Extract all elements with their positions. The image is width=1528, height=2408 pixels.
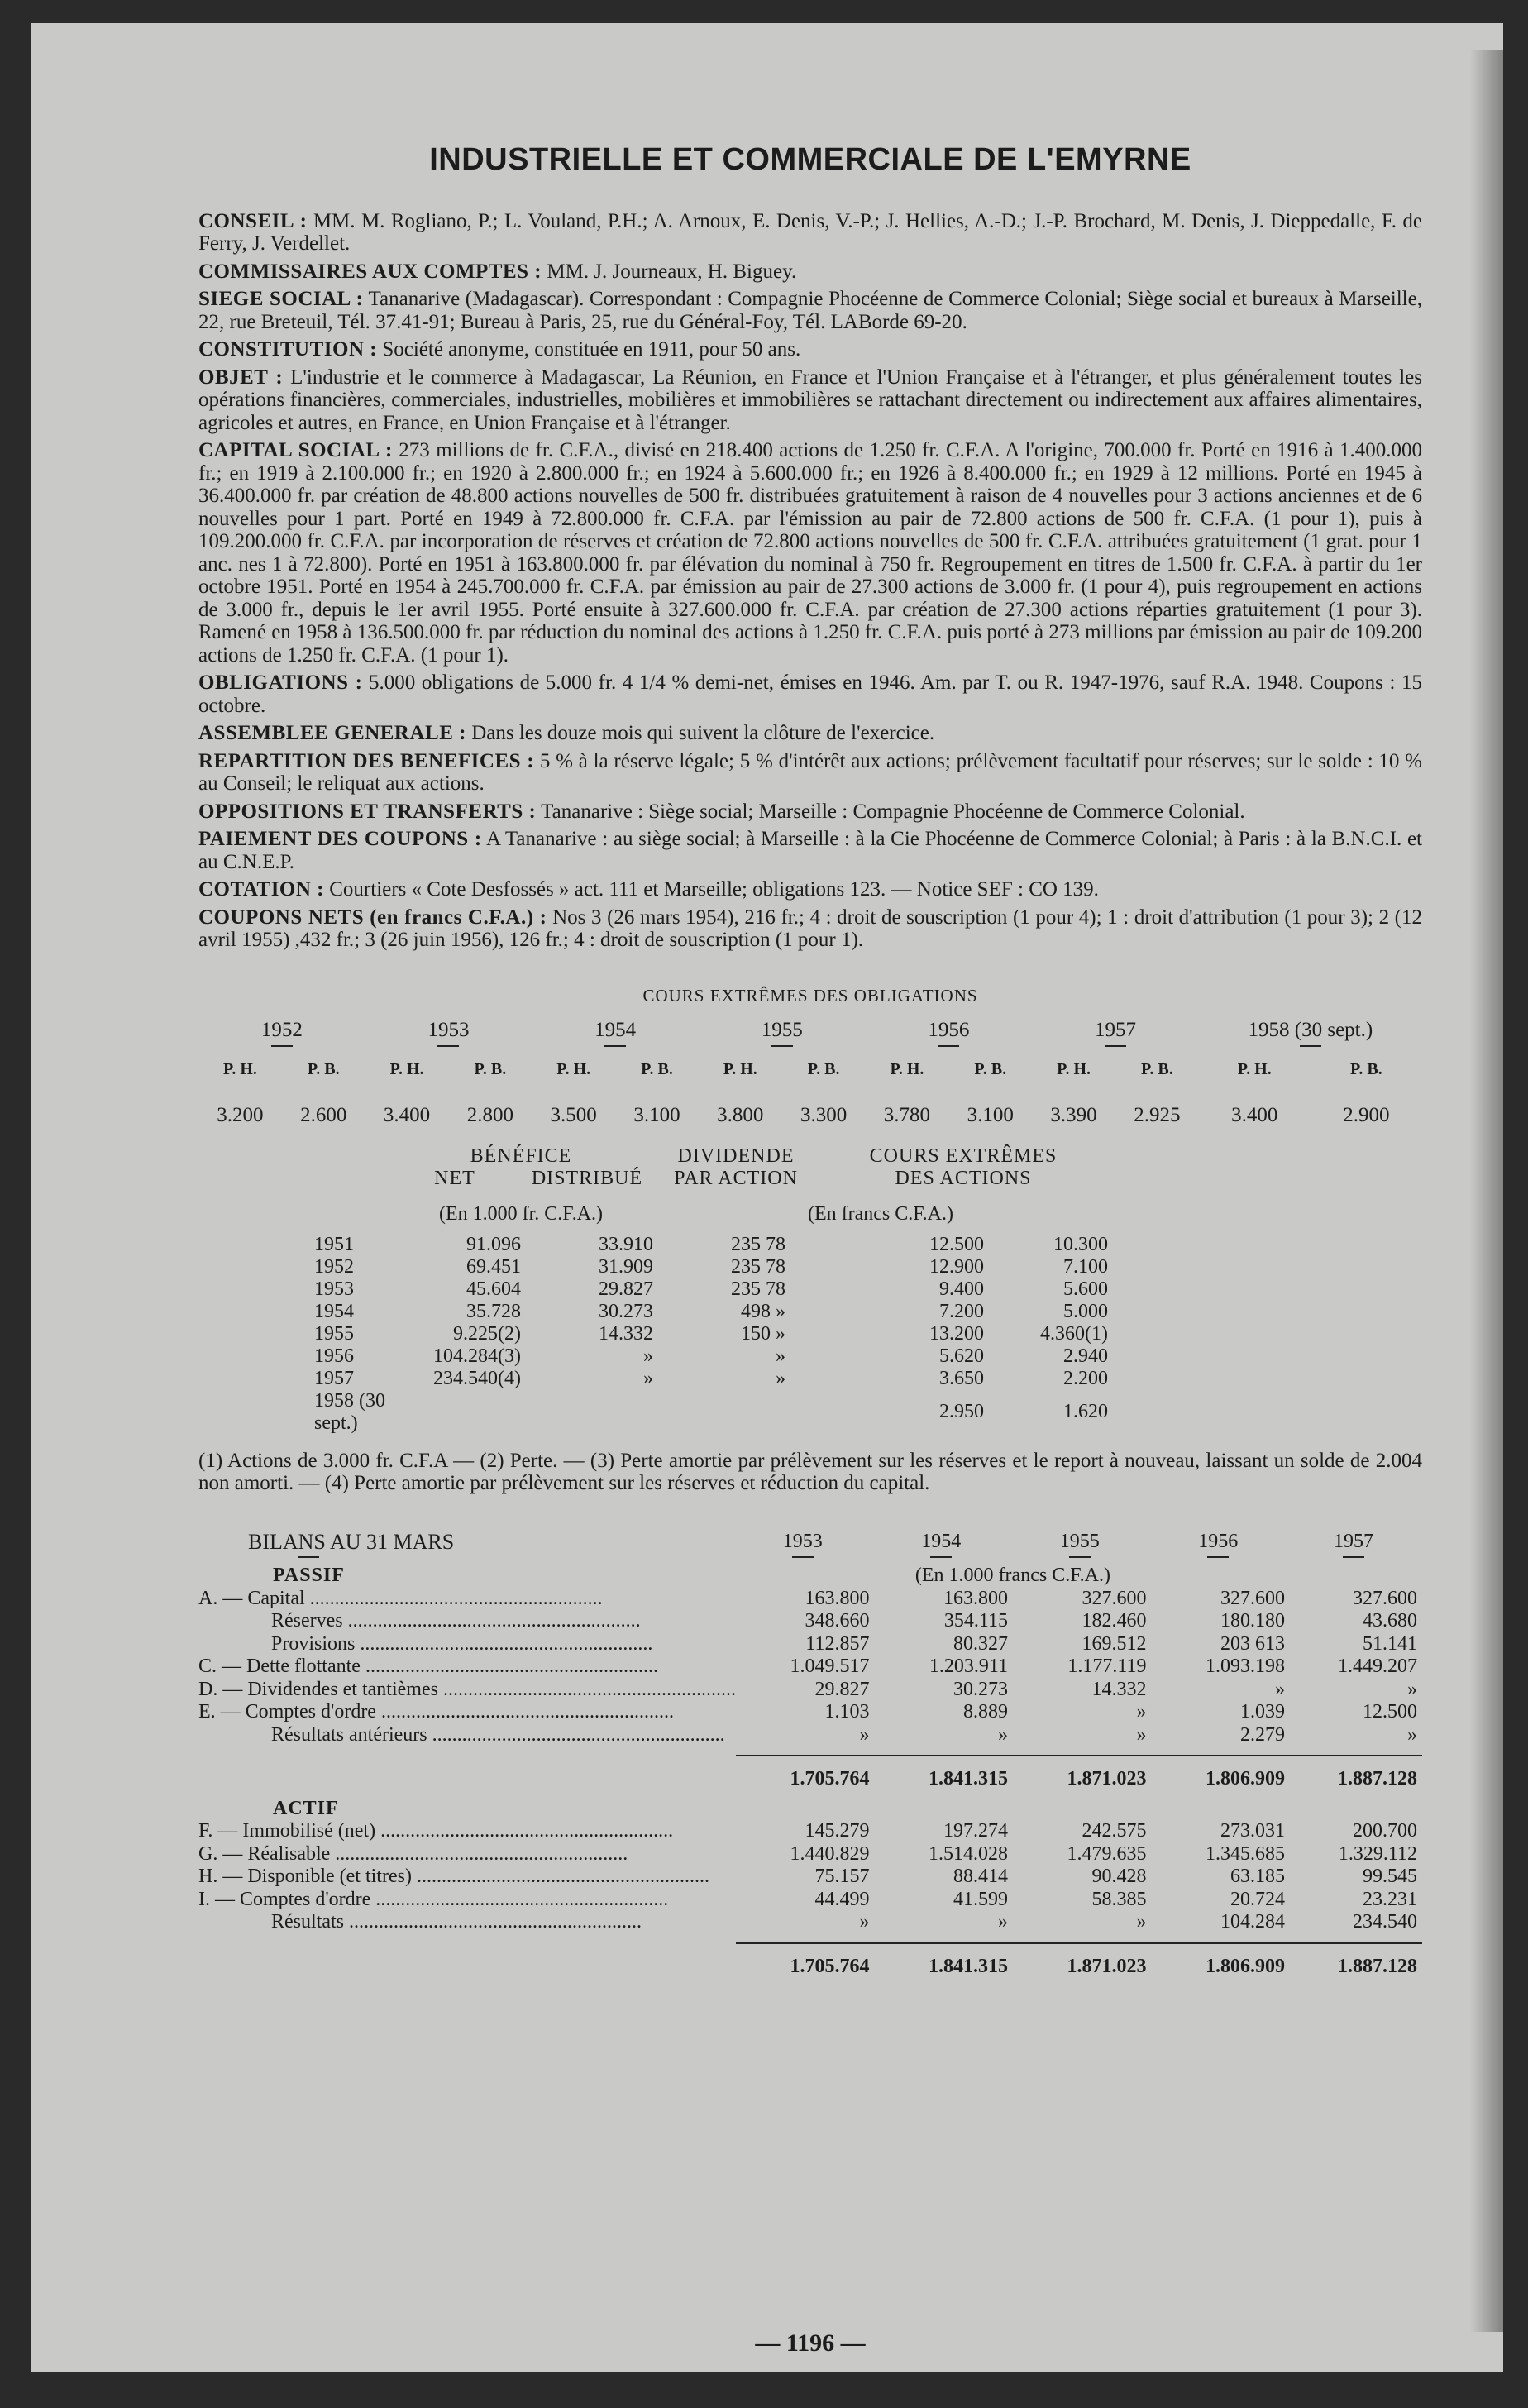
section-label: PAIEMENT DES COUPONS :	[198, 828, 482, 850]
obligation-year-label: 1953	[427, 1019, 470, 1041]
cours-haut: 5.620	[939, 1345, 984, 1367]
bilan-year-label: 1956	[1198, 1530, 1239, 1552]
bilan-year	[874, 1531, 1013, 1559]
history-year: 1956	[314, 1345, 354, 1367]
bilan-value: 58.385	[1091, 1888, 1147, 1910]
history-row	[198, 1256, 1422, 1278]
footnotes: (1) Actions de 3.000 fr. C.F.A — (2) Perte. — (3) Perte amortie par prélèvement sur les réserves et le report à nouveau, laissant un solde de 2.004 non amorti. — (4) Perte amortie par prélèvement sur les réserves et réduction du capital.	[198, 1449, 1422, 1494]
history-row	[198, 1368, 1422, 1390]
pb-label: P. B.	[974, 1059, 1007, 1078]
bilan-row	[198, 1701, 1422, 1724]
bilan-value: »	[1274, 1678, 1285, 1700]
bilan-value: »	[1407, 1678, 1417, 1700]
bilan-total: 1.841.315	[874, 1943, 1013, 1979]
dividende-par-action: »	[776, 1345, 785, 1367]
bilan-row-label: Réserves .....	[198, 1610, 736, 1633]
bilan-total: 1.806.909	[1151, 1943, 1290, 1979]
section-text: MM. J. Journeaux, H. Biguey.	[547, 260, 797, 283]
page-binding-shadow	[1470, 50, 1503, 2332]
pb-value: 3.100	[967, 1104, 1014, 1126]
info-section	[198, 210, 1422, 256]
info-section	[198, 750, 1422, 796]
bilan-value: »	[1136, 1911, 1147, 1933]
cours-bas: 1.620	[1063, 1401, 1108, 1422]
history-row	[198, 1345, 1422, 1368]
bilan-unit: (En 1.000 francs C.F.A.)	[914, 1565, 1110, 1586]
bilan-total: 1.887.128	[1290, 1756, 1422, 1791]
history-row	[198, 1278, 1422, 1301]
bilan-row-label: H. — Disponible (et titres) .....	[198, 1866, 736, 1889]
bilan-row	[198, 1679, 1422, 1702]
bilan-total: 1.871.023	[1013, 1756, 1152, 1791]
dividende-par-action: »	[776, 1367, 785, 1389]
cours-haut: 13.200	[929, 1322, 984, 1345]
bilan-total: 1.887.128	[1290, 1943, 1422, 1979]
page-number: — 1196 —	[755, 2329, 866, 2357]
bilan-value: 20.724	[1230, 1888, 1285, 1910]
cours-bas: 2.200	[1063, 1367, 1108, 1389]
bilan-value: 203 613	[1220, 1632, 1285, 1655]
obligation-year-label: 1957	[1094, 1019, 1136, 1041]
obligations-heading: COURS EXTRÊMES DES OBLIGATIONS	[642, 985, 978, 1006]
bilan-value: »	[1407, 1723, 1417, 1746]
cours-haut: 7.200	[939, 1300, 984, 1322]
bilan-value: 14.332	[1091, 1678, 1147, 1700]
header-cours: COURS EXTRÊMES	[869, 1144, 1058, 1167]
section-label: COTATION :	[198, 878, 324, 901]
ph-label: P. H.	[389, 1059, 424, 1078]
bilan-value: 104.284	[1220, 1911, 1285, 1933]
pb-value: 2.925	[1134, 1104, 1181, 1126]
bilan-value: 327.600	[1082, 1587, 1147, 1609]
bilan-heading-text: BILANS AU 31 MARS	[248, 1529, 455, 1554]
bilan-row-label: E. — Comptes d'ordre .....	[198, 1701, 736, 1724]
benefice-net: 35.728	[466, 1300, 521, 1322]
bilan-value: 163.800	[805, 1587, 870, 1609]
bilan-row-label: G. — Réalisable .....	[198, 1843, 736, 1866]
bilan-year	[1290, 1531, 1422, 1559]
bilan-value: 23.231	[1363, 1888, 1417, 1910]
info-section	[198, 439, 1422, 666]
section-label: CONSEIL :	[198, 209, 308, 232]
balance-sheet-table	[198, 1531, 1422, 1979]
info-section	[198, 338, 1422, 361]
section-label: OBLIGATIONS :	[198, 671, 363, 694]
obligation-year	[365, 1019, 532, 1047]
ph-value: 3.500	[550, 1104, 597, 1126]
pb-value: 2.900	[1343, 1104, 1390, 1126]
section-label: REPARTITION DES BENEFICES :	[198, 749, 535, 772]
ph-label: P. H.	[556, 1059, 591, 1078]
header-dividende: DIVIDENDE	[677, 1144, 795, 1167]
section-label: ASSEMBLEE GENERALE :	[198, 722, 466, 744]
cours-haut: 12.900	[929, 1255, 984, 1278]
ph-label: P. H.	[222, 1059, 257, 1078]
bilan-total-row	[198, 1943, 1422, 1979]
header-des-actions: DES ACTIONS	[895, 1167, 1032, 1189]
bilan-heading	[198, 1531, 736, 1559]
pb-value: 2.600	[300, 1104, 347, 1126]
info-section	[198, 260, 1422, 284]
info-section	[198, 800, 1422, 824]
section-label: OBJET :	[198, 366, 284, 389]
unit-right: (En francs C.F.A.)	[807, 1202, 954, 1225]
cours-bas: 7.100	[1063, 1255, 1108, 1278]
bilan-value: 1.039	[1239, 1701, 1285, 1722]
bilan-value: 182.460	[1082, 1610, 1147, 1632]
bilan-row	[198, 1588, 1422, 1611]
bilan-total: 1.841.315	[874, 1756, 1013, 1791]
bilan-value: 63.185	[1230, 1866, 1285, 1887]
bilan-value: 327.600	[1220, 1587, 1285, 1609]
benefice-distribue	[521, 1390, 653, 1435]
section-label: SIEGE SOCIAL :	[198, 288, 364, 310]
bilan-value: 180.180	[1220, 1610, 1285, 1632]
cours-haut: 3.650	[939, 1367, 984, 1389]
section-label: COMMISSAIRES AUX COMPTES :	[198, 260, 542, 283]
history-row	[198, 1390, 1422, 1435]
bilan-value: 234.540	[1353, 1911, 1417, 1933]
benefice-distribue: 30.273	[599, 1300, 653, 1322]
section-text: Dans les douze mois qui suivent la clôture de l'exercice.	[471, 722, 935, 744]
bilan-row-label: F. — Immobilisé (net) .....	[198, 1820, 736, 1843]
header-benefice: BÉNÉFICE	[470, 1144, 572, 1167]
bilan-value: »	[997, 1723, 1008, 1746]
pb-label: P. B.	[807, 1059, 840, 1078]
benefice-distribue: 33.910	[599, 1233, 653, 1255]
info-section	[198, 828, 1422, 873]
bilan-total: 1.871.023	[1013, 1943, 1152, 1979]
bilan-row-label: Résultats .....	[198, 1911, 736, 1934]
cours-haut: 12.500	[929, 1233, 984, 1255]
ph-value: 3.400	[1231, 1104, 1278, 1126]
bilan-value: 88.414	[953, 1866, 1008, 1887]
bilan-value: 273.031	[1220, 1820, 1285, 1842]
section-text: Société anonyme, constituée en 1911, pour 50 ans.	[382, 338, 801, 361]
info-section	[198, 906, 1422, 952]
bilan-row	[198, 1633, 1422, 1656]
bilan-row-label: Provisions .....	[198, 1633, 736, 1656]
bilan-total: 1.705.764	[736, 1756, 875, 1791]
ph-value: 3.800	[717, 1104, 764, 1126]
info-section	[198, 288, 1422, 333]
bilan-value: 1.093.198	[1205, 1656, 1285, 1677]
bilan-row-label: C. — Dette flottante .....	[198, 1656, 736, 1679]
info-section	[198, 671, 1422, 717]
benefice-distribue: »	[643, 1345, 653, 1367]
ph-value: 3.390	[1050, 1104, 1097, 1126]
ph-value: 3.400	[383, 1104, 431, 1126]
cours-haut: 9.400	[939, 1278, 984, 1300]
history-year: 1951	[314, 1233, 354, 1255]
bilan-row-label: D. — Dividendes et tantièmes .....	[198, 1679, 736, 1702]
bilan-value: 163.800	[943, 1587, 1008, 1609]
cours-bas: 10.300	[1053, 1233, 1108, 1255]
bilan-value: »	[1136, 1723, 1147, 1746]
info-section	[198, 366, 1422, 435]
section-text: Courtiers « Cote Desfossés » act. 111 et Marseille; obligations 123. — Notice SEF : CO 139.	[329, 878, 1099, 901]
bilan-value: 112.857	[805, 1632, 870, 1655]
bilan-row	[198, 1656, 1422, 1679]
dividende-par-action: 235 78	[731, 1233, 785, 1255]
section-text: 5.000 obligations de 5.000 fr. 4 1/4 % demi-net, émises en 1946. Am. par T. ou R. 1947-1976, sauf R.A. 1948. Coupons : 15 octobre.	[198, 671, 1422, 717]
bilan-year	[1151, 1531, 1290, 1559]
dividende-par-action: 498 »	[741, 1300, 785, 1322]
actif-label: ACTIF	[273, 1797, 339, 1819]
unit-left: (En 1.000 fr. C.F.A.)	[438, 1202, 604, 1225]
ph-label: P. H.	[1057, 1059, 1091, 1078]
bilan-value: 51.141	[1363, 1632, 1417, 1655]
obligations-table	[198, 1019, 1422, 1127]
section-text: Tananarive : Siège social; Marseille : Compagnie Phocéenne de Commerce Colonial.	[541, 800, 1245, 823]
cours-bas: 4.360(1)	[1040, 1322, 1108, 1345]
benefice-net: 69.451	[466, 1255, 521, 1278]
section-label: CONSTITUTION :	[198, 338, 378, 361]
bilan-row	[198, 1866, 1422, 1889]
bilan-row	[198, 1820, 1422, 1843]
bilan-value: 1.203.911	[929, 1656, 1008, 1677]
obligation-year	[866, 1019, 1033, 1047]
bilan-value: 197.274	[943, 1820, 1008, 1842]
ph-label: P. H.	[1237, 1059, 1272, 1078]
ph-label: P. H.	[890, 1059, 924, 1078]
obligation-year	[532, 1019, 699, 1047]
section-text: 5 % à la réserve légale; 5 % d'intérêt aux actions; prélèvement facultatif pour réserves; sur le solde : 10 % au Conseil; le reliquat aux actions.	[198, 749, 1423, 795]
pb-value: 3.300	[800, 1104, 848, 1126]
bilan-total-row	[198, 1756, 1422, 1791]
bilan-value: 1.049.517	[790, 1656, 870, 1677]
bilan-value: 30.273	[953, 1678, 1008, 1700]
history-year: 1953	[314, 1278, 354, 1300]
history-year: 1954	[314, 1300, 354, 1322]
bilan-year-label: 1957	[1333, 1530, 1373, 1552]
bilan-value: 200.700	[1353, 1820, 1417, 1842]
bilan-value: 1.479.635	[1067, 1842, 1147, 1865]
pb-label: P. B.	[1350, 1059, 1382, 1078]
section-text: 273 millions de fr. C.F.A., divisé en 218.400 actions de 1.250 fr. C.F.A. A l'origine, 700.000 fr. Porté en 1916 à 1.400.000 fr.; en 1919 à 2.100.000 fr.; en 1920 à 2.800.000 fr.; en 1924 à 5.600.000 fr.; en 1926 à 8.400.000 fr.; en 1929 à 12 millions. Porté en 1945 à 36.400.000 fr. par création de 48.800 actions nouvelles de 500 fr. distribuées gratuitement à raison de 4 nouvelles pour 3 actions anciennes et de 6 nouvelles pour 1 part. Porté en 1949 à 72.800.000 fr. C.F.A. par l'émission au pair de 72.800 actions de 500 fr. C.F.A. (1 pour 1), puis à 109.200.000 fr. C.F.A. par incorporation de réserves et création de 72.800 actions nouvelles de 500 fr. C.F.A. attribuées gratuitement (1 grat. pour 1 anc. nes 1 à 72.800). Porté en 1951 à 163.800.000 fr. par élévation du nominal à 750 fr. Regroupement en titres de 1.500 fr. C.F.A. à partir du 1er octobre 1951. Porté en 1954 à 245.700.000 fr. C.F.A. par émission au pair de 27.300 actions de 3.000 fr. (1 pour 4), puis regroupement en actions de 3.000 fr., depuis le 1er avril 1955. Porté ensuite à 327.600.000 fr. C.F.A. par création de 27.300 actions réparties gratuitement (1 pour 3). Ramené en 1958 à 136.500.000 fr. par réduction du nominal des actions à 1.250 fr. C.F.A. puis porté à 273 millions par émission au pair de 109.200 actions de 1.250 fr. C.F.A. (1 pour 1).	[198, 439, 1423, 666]
bilan-year-label: 1953	[782, 1530, 823, 1552]
pb-label: P. B.	[307, 1059, 340, 1078]
benefice-net	[389, 1390, 521, 1435]
benefice-net: 45.604	[466, 1278, 521, 1300]
bilan-value: 80.327	[953, 1632, 1008, 1655]
ph-value: 3.200	[217, 1104, 264, 1126]
history-row	[198, 1323, 1422, 1345]
history-row	[198, 1234, 1422, 1256]
history-year: 1952	[314, 1255, 354, 1278]
section-text: L'industrie et le commerce à Madagascar, La Réunion, en France et l'Union Française et à l'étranger, et plus généralement toutes les opérations financières, commerciales, industrielles, mobilières et immobilières se rattachant directement ou indirectement aux affaires alimentaires, agricoles et autres, en France, en Union Française et à l'étranger.	[198, 366, 1423, 434]
section-text: A Tananarive : au siège social; à Marseille : à la Cie Phocéenne de Commerce Colonial; à Paris : à la B.N.C.I. et au C.N.E.P.	[198, 828, 1423, 873]
history-year: 1958 (30 sept.)	[314, 1389, 385, 1434]
obligation-year-label: 1955	[761, 1019, 803, 1041]
header-distribue: DISTRIBUÉ	[531, 1167, 643, 1189]
cours-bas: 5.000	[1063, 1300, 1108, 1322]
actif-header-row	[198, 1791, 1422, 1821]
bilan-value: 8.889	[962, 1701, 1008, 1722]
obligation-year	[1199, 1019, 1422, 1047]
section-text: MM. M. Rogliano, P.; L. Vouland, P.H.; A. Arnoux, E. Denis, V.-P.; J. Hellies, A.-D.; J.-P. Brochard, M. Denis, J. Dieppedalle, F. de Ferry, J. Verdellet.	[198, 209, 1423, 255]
cours-bas: 2.940	[1063, 1345, 1108, 1367]
bilan-year	[1013, 1531, 1152, 1559]
bilan-total: 1.806.909	[1151, 1756, 1290, 1791]
bilan-value: 2.279	[1239, 1723, 1285, 1746]
benefice-distribue: 14.332	[599, 1322, 653, 1345]
dividende-par-action	[653, 1390, 819, 1435]
benefice-net: 234.540(4)	[433, 1367, 521, 1389]
bilan-value: 1.449.207	[1338, 1656, 1417, 1677]
benefice-net: 9.225(2)	[453, 1322, 521, 1345]
pb-label: P. B.	[1140, 1059, 1173, 1078]
pb-value: 3.100	[633, 1104, 680, 1126]
bilan-value: »	[859, 1723, 870, 1746]
bilan-value: 1.177.119	[1067, 1656, 1147, 1677]
bilan-value: 145.279	[805, 1820, 870, 1842]
ph-value: 3.780	[883, 1104, 931, 1126]
info-section	[198, 878, 1422, 901]
pb-label: P. B.	[641, 1059, 673, 1078]
bilan-row-label: A. — Capital .....	[198, 1588, 736, 1611]
bilan-value: 242.575	[1082, 1820, 1147, 1842]
history-table	[198, 1145, 1422, 1435]
pb-value: 2.800	[466, 1104, 513, 1126]
bilan-year-label: 1954	[921, 1530, 962, 1552]
history-row	[198, 1301, 1422, 1323]
bilan-value: 169.512	[1082, 1632, 1147, 1655]
ph-label: P. H.	[723, 1059, 757, 1078]
cours-bas: 5.600	[1063, 1278, 1108, 1300]
bilan-value: 90.428	[1091, 1866, 1147, 1887]
bilan-value: 29.827	[814, 1678, 870, 1700]
bilan-total: 1.705.764	[736, 1943, 875, 1979]
dividende-par-action: 235 78	[731, 1255, 785, 1278]
history-year: 1955	[314, 1322, 354, 1345]
bilan-row	[198, 1889, 1422, 1912]
company-title: INDUSTRIELLE ET COMMERCIALE DE L'EMYRNE	[429, 142, 1191, 177]
bilan-value: 1.345.685	[1205, 1842, 1285, 1865]
bilan-value: 1.103	[824, 1701, 870, 1722]
obligation-year-label: 1952	[260, 1019, 303, 1041]
bilan-value: 1.329.112	[1338, 1842, 1417, 1865]
obligation-year	[1032, 1019, 1199, 1047]
header-par-action: PAR ACTION	[674, 1167, 798, 1189]
obligation-year	[699, 1019, 866, 1047]
dividende-par-action: 150 »	[741, 1322, 785, 1345]
bilan-value: 1.514.028	[928, 1842, 1008, 1865]
obligation-year	[198, 1019, 365, 1047]
bilan-value: »	[997, 1911, 1008, 1933]
bilan-row-label: I. — Comptes d'ordre .....	[198, 1889, 736, 1912]
bilan-value: 12.500	[1363, 1701, 1417, 1722]
benefice-net: 104.284(3)	[433, 1345, 521, 1367]
bilan-value: 43.680	[1363, 1610, 1417, 1632]
benefice-distribue: 29.827	[599, 1278, 653, 1300]
bilan-row-label: Résultats antérieurs .....	[198, 1724, 736, 1747]
bilan-year	[736, 1531, 875, 1559]
cours-haut: 2.950	[939, 1401, 984, 1422]
dividende-par-action: 235 78	[731, 1278, 785, 1300]
section-label: OPPOSITIONS ET TRANSFERTS :	[198, 800, 537, 823]
section-text: Tananarive (Madagascar). Correspondant : Compagnie Phocéenne de Commerce Colonial; Siège social et bureaux à Marseille, 22, rue Breteuil, Tél. 37.41-91; Bureau à Paris, 25, rue du Général-Foy, Tél. LABorde 69-20.	[198, 288, 1422, 333]
bilan-year-label: 1955	[1059, 1530, 1100, 1552]
bilan-row	[198, 1610, 1422, 1633]
bilan-value: 354.115	[943, 1610, 1008, 1632]
info-section	[198, 722, 1422, 745]
bilan-row	[198, 1724, 1422, 1747]
passif-label: PASSIF	[273, 1565, 345, 1586]
bilan-value: »	[859, 1911, 870, 1933]
benefice-distribue: 31.909	[599, 1255, 653, 1278]
history-year: 1957	[314, 1367, 354, 1389]
bilan-value: 41.599	[953, 1888, 1008, 1910]
header-net: NET	[434, 1167, 475, 1189]
document-body	[198, 142, 1423, 2357]
bilan-row	[198, 1843, 1422, 1866]
benefice-distribue: »	[643, 1367, 653, 1389]
section-text: Nos 3 (26 mars 1954), 216 fr.; 4 : droit de souscription (1 pour 4); 1 : droit d'attribution (1 pour 3); 2 (12 avril 1955) ,432 fr.; 3 (26 juin 1956), 126 fr.; 4 : droit de souscription (1 pour 1).	[198, 905, 1423, 951]
section-label: CAPITAL SOCIAL :	[198, 439, 393, 461]
obligation-year-label: 1956	[928, 1019, 970, 1041]
benefice-net: 91.096	[466, 1233, 521, 1255]
section-label: COUPONS NETS (en francs C.F.A.) :	[198, 905, 547, 929]
pb-label: P. B.	[474, 1059, 507, 1078]
bilan-value: »	[1136, 1701, 1147, 1722]
bilan-value: 99.545	[1363, 1866, 1417, 1887]
bilan-row	[198, 1911, 1422, 1934]
bilan-value: 75.157	[814, 1866, 870, 1887]
bilan-value: 327.600	[1353, 1587, 1417, 1609]
info-sections	[198, 210, 1422, 952]
obligation-year-label: 1958 (30 sept.)	[1248, 1019, 1373, 1041]
bilan-value: 348.660	[805, 1610, 870, 1632]
bilan-value: 44.499	[814, 1888, 870, 1910]
obligation-year-label: 1954	[594, 1019, 637, 1041]
bilan-value: 1.440.829	[790, 1842, 870, 1865]
